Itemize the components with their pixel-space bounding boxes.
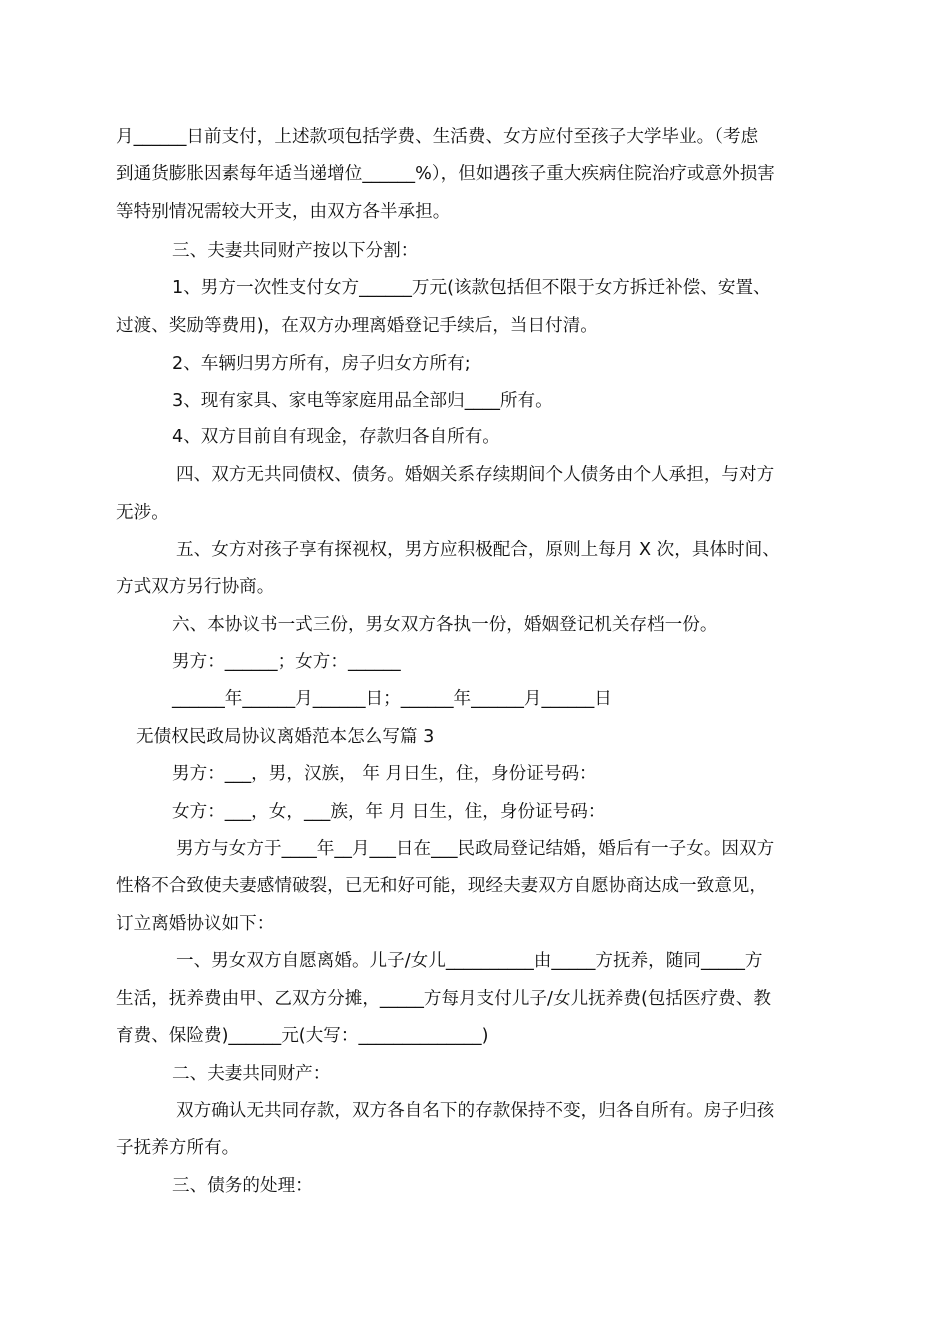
text-line: 方式双方另行协商。 <box>116 577 275 597</box>
section-heading: 三、债务的处理： <box>172 1176 313 1196</box>
text-line: 男方与女方于____年__月___日在___民政局登记结婚，婚后有一子女。因双方 <box>176 839 775 859</box>
text-line: 育费、保险费)______元(大写：______________) <box>116 1026 489 1046</box>
party-line: 男方：___，男，汉族， 年 月日生，住，身份证号码： <box>172 764 597 784</box>
text-line: 4、双方目前自有现金，存款归各自所有。 <box>172 427 500 447</box>
date-line: ______年______月______日；______年______月______日 <box>172 689 612 709</box>
text-line: 一、男女双方自愿离婚。儿子/女儿__________由_____方抚养，随同_____方 <box>176 951 763 971</box>
section-heading: 三、夫妻共同财产按以下分割： <box>172 241 419 261</box>
text-line: 双方确认无共同存款，双方各自名下的存款保持不变，归各自所有。房子归孩 <box>176 1101 775 1121</box>
text-line: 订立离婚协议如下： <box>116 914 275 934</box>
text-line: 3、现有家具、家电等家庭用品全部归____所有。 <box>172 391 553 411</box>
text-line: 等特别情况需较大开支，由双方各半承担。 <box>116 202 451 222</box>
section-heading: 二、夫妻共同财产： <box>172 1064 331 1084</box>
text-line: 月______日前支付，上述款项包括学费、生活费、女方应付至孩子大学毕业。（考虑 <box>116 127 759 147</box>
text-line: 1、男方一次性支付女方______万元(该款包括但不限于女方拆迁补偿、安置、 <box>172 278 771 298</box>
text-line: 无涉。 <box>116 503 169 523</box>
signature-line: 男方：______；女方：______ <box>172 652 401 672</box>
text-line: 到通货膨胀因素每年适当递增位______%），但如遇孩子重大疾病住院治疗或意外损害 <box>116 164 775 184</box>
text-line: 性格不合致使夫妻感情破裂，已无和好可能，现经夫妻双方自愿协商达成一致意见， <box>116 876 767 896</box>
article-heading: 无债权民政局协议离婚范本怎么写篇 3 <box>136 727 435 747</box>
text-line: 子抚养方所有。 <box>116 1138 240 1158</box>
text-line: 2、车辆归男方所有，房子归女方所有; <box>172 354 471 374</box>
party-line: 女方：___，女，___族，年 月 日生，住，身份证号码： <box>172 802 606 822</box>
text-line: 过渡、奖励等费用)，在双方办理离婚登记手续后，当日付清。 <box>116 316 598 336</box>
text-line: 五、女方对孩子享有探视权，男方应积极配合，原则上每月 X 次，具体时间、 <box>176 540 780 560</box>
text-line: 六、本协议书一式三份，男女双方各执一份，婚姻登记机关存档一份。 <box>172 615 718 635</box>
text-line: 四、双方无共同债权、债务。婚姻关系存续期间个人债务由个人承担，与对方 <box>176 465 775 485</box>
text-line: 生活，抚养费由甲、乙双方分摊，_____方每月支付儿子/女儿抚养费(包括医疗费、教 <box>116 989 771 1009</box>
